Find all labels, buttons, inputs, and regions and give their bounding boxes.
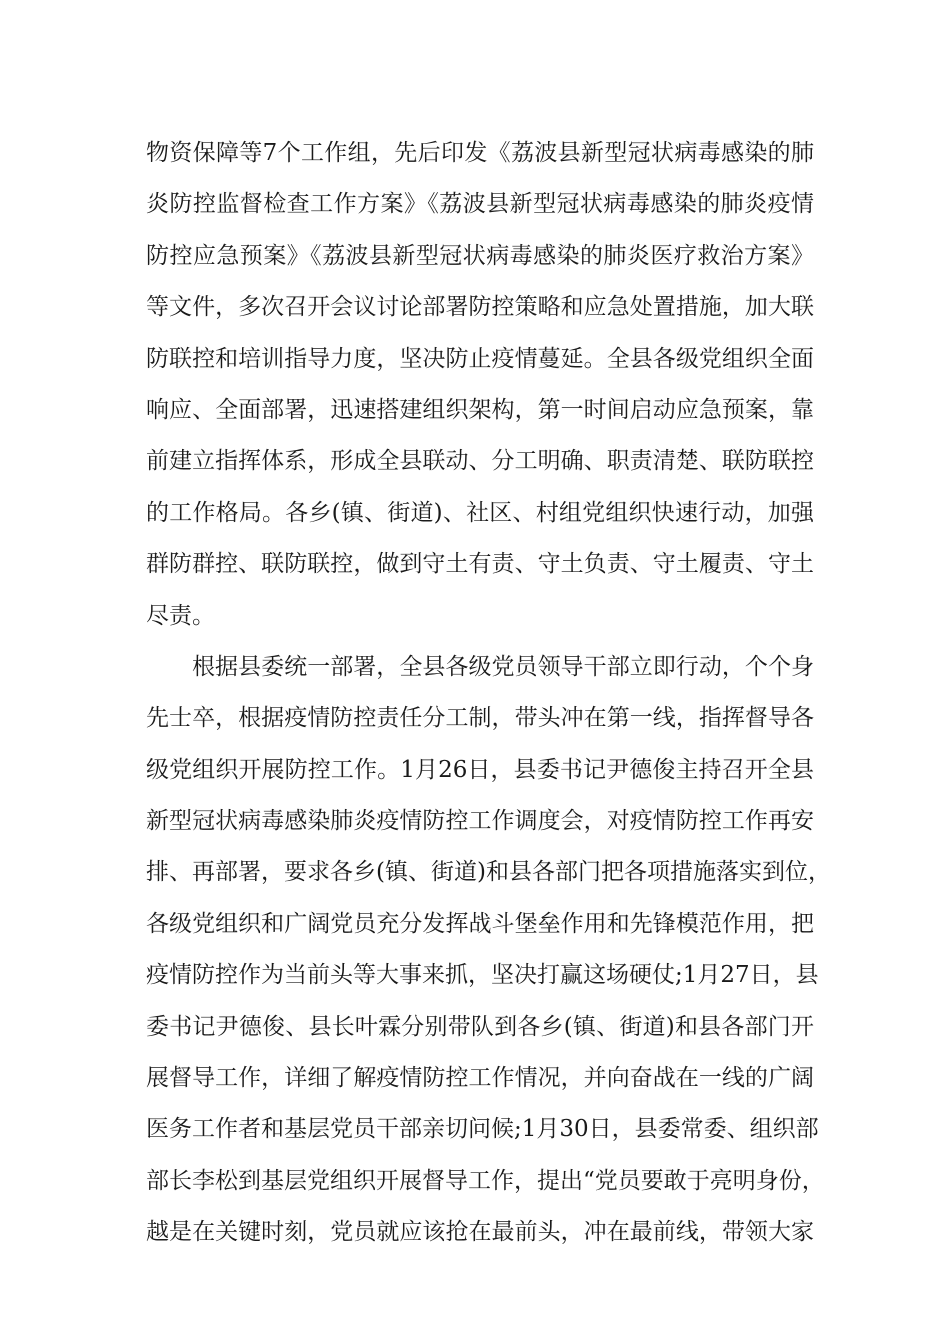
text-line: 新型冠状病毒感染肺炎疫情防控工作调度会，对疫情防控工作再安 [146,808,814,835]
text-line: 先士卒，根据疫情防控责任分工制，带头冲在第一线，指挥督导各 [146,705,814,732]
text-line: 炎防控监督检查工作方案》《荔波县新型冠状病毒感染的肺炎疫情 [146,191,814,218]
text-line: 尽责。 [146,602,215,629]
document-body [146,128,831,1259]
text-line: 越是在关键时刻，党员就应该抢在最前头，冲在最前线，带领大家 [146,1219,814,1246]
text-line: 委书记尹德俊、县长叶霖分别带队到各乡(镇、街道)和县各部门开 [146,1013,814,1040]
text-line: 防控应急预案》《荔波县新型冠状病毒感染的肺炎医疗救治方案》 [146,242,814,269]
text-line: 部长李松到基层党组织开展督导工作，提出“党员要敢于亮明身份， [146,1167,825,1194]
text-line: 疫情防控作为当前头等大事来抓，坚决打赢这场硬仗;1月27日，县 [146,962,819,989]
text-line: 级党组织开展防控工作。1月26日，县委书记尹德俊主持召开全县 [146,756,814,783]
text-line: 群防群控、联防联控，做到守土有责、守土负责、守土履责、守土 [146,551,814,578]
text-line: 物资保障等7个工作组，先后印发《荔波县新型冠状病毒感染的肺 [146,140,814,166]
text-line: 前建立指挥体系，形成全县联动、分工明确、职责清楚、联防联控 [146,448,814,475]
text-line: 防联控和培训指导力度，坚决防止疫情蔓延。全县各级党组织全面 [146,345,814,372]
text-line: 展督导工作，详细了解疫情防控工作情况，并向奋战在一线的广阔 [146,1065,814,1092]
text-line: 排、再部署，要求各乡(镇、街道)和县各部门把各项措施落实到位， [146,859,831,886]
text-line: 的工作格局。各乡(镇、街道)、社区、村组党组织快速行动，加强 [146,499,814,526]
text-line: 响应、全面部署，迅速搭建组织架构，第一时间启动应急预案，靠 [146,396,814,423]
text-line: 根据县委统一部署，全县各级党员领导干部立即行动，个个身 [192,653,814,680]
paragraph-2 [146,642,831,1259]
paragraph-1 [146,128,814,642]
text-line: 各级党组织和广阔党员充分发挥战斗堡垒作用和先锋模范作用，把 [146,910,814,937]
text-line: 医务工作者和基层党员干部亲切问候;1月30日，县委常委、组织部 [146,1116,819,1143]
text-line: 等文件，多次召开会议讨论部署防控策略和应急处置措施，加大联 [146,294,814,321]
